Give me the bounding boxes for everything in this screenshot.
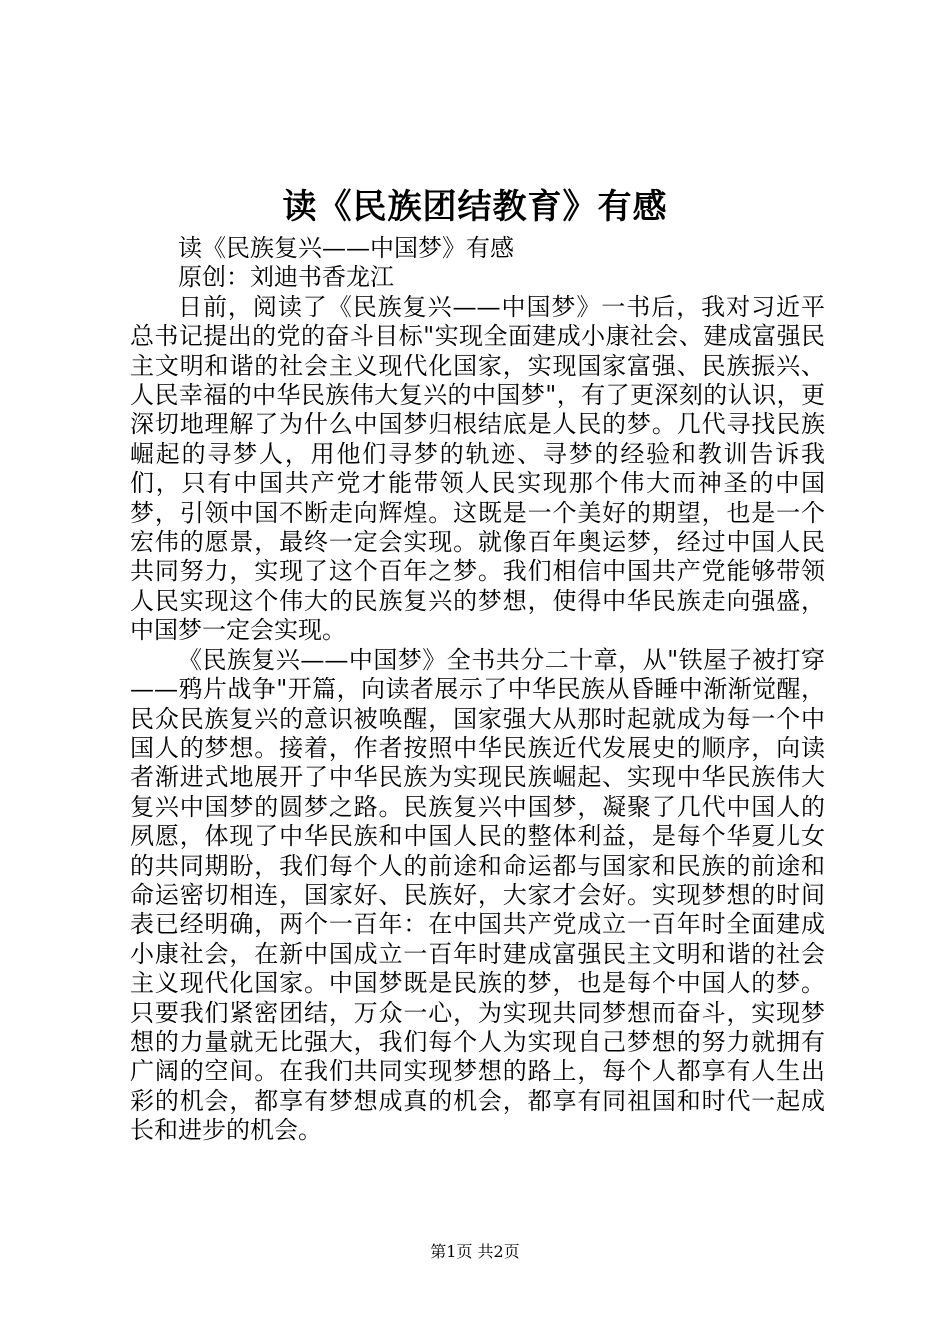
- page-number-footer: 第1页 共2页: [430, 1242, 520, 1261]
- document-body: [130, 234, 825, 1146]
- author-line: 原创：刘迪书香龙江: [178, 263, 394, 292]
- paragraph: 《民族复兴——中国梦》全书共分二十章，从"铁屋子被打穿——鸦片战争"开篇，向读者展示了中华民族从昏睡中渐渐觉醒，民众民族复兴的意识被唤醒，国家强大从那时起就成为每一个中国人的梦想。接着，作者按照中华民族近代发展史的顺序，向读者渐进式地展开了中华民族为实现民族崛起、实现中华民族伟大复兴中国梦的圆梦之路。民族复兴中国梦，凝聚了几代中国人的夙愿，体现了中华民族和中国人民的整体利益，是每个华夏儿女的共同期盼，我们每个人的前途和命运都与国家和民族的前途和命运密切相连，国家好、民族好，大家才会好。实现梦想的时间表已经明确，两个一百年：在中国共产党成立一百年时全面建成小康社会，在新中国成立一百年时建成富强民主文明和谐的社会主义现代化国家。中国梦既是民族的梦，也是每个中国人的梦。只要我们紧密团结，万众一心，为实现共同梦想而奋斗，实现梦想的力量就无比强大，我们每个人为实现自己梦想的努力就拥有广阔的空间。在我们共同实现梦想的路上，每个人都享有人生出彩的机会，都享有梦想成真的机会，都享有同祖国和时代一起成长和进步的机会。: [130, 645, 825, 1145]
- paragraph: 日前，阅读了《民族复兴——中国梦》一书后，我对习近平总书记提出的党的奋斗目标"实现全面建成小康社会、建成富强民主文明和谐的社会主义现代化国家，实现国家富强、民族振兴、人民幸福的中华民族伟大复兴的中国梦"，有了更深刻的认识，更深切地理解了为什么中国梦归根结底是人民的梦。几代寻找民族崛起的寻梦人，用他们寻梦的轨迹、寻梦的经验和教训告诉我们，只有中国共产党才能带领人民实现那个伟大而神圣的中国梦，引领中国不断走向辉煌。这既是一个美好的期望，也是一个宏伟的愿景，最终一定会实现。就像百年奥运梦，经过中国人民共同努力，实现了这个百年之梦。我们相信中国共产党能够带领人民实现这个伟大的民族复兴的梦想，使得中华民族走向强盛，中国梦一定会实现。: [130, 292, 825, 645]
- subtitle-line: 读《民族复兴——中国梦》有感: [178, 234, 514, 262]
- page-title: 读《民族团结教育》有感: [282, 187, 668, 227]
